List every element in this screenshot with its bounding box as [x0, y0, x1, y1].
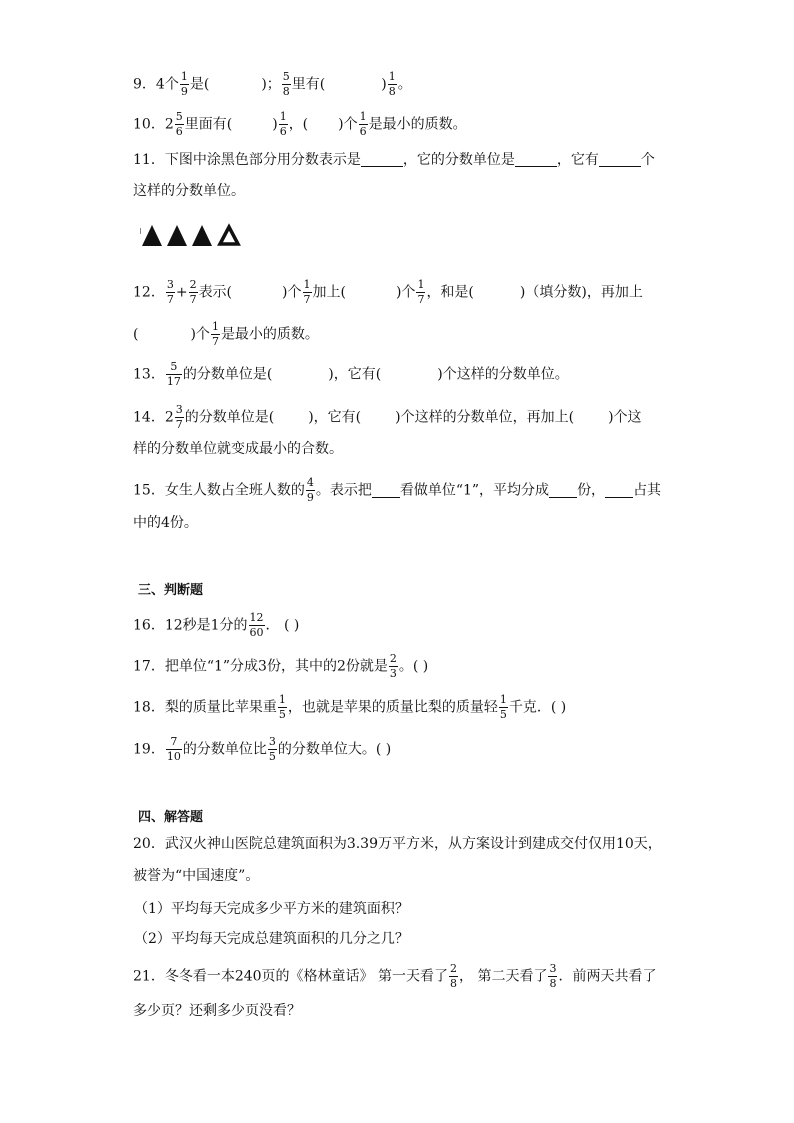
answer-blank[interactable]: [549, 484, 577, 498]
question-21-line2: 多少页？还剩多少页没看？: [133, 1003, 301, 1019]
question-17: 17．把单位“1”分成3份，其中的2份就是 $\frac{2}{3}$ 。( ): [133, 652, 429, 680]
question-20-sub1: （1）平均每天完成多少平方米的建筑面积？: [134, 901, 409, 917]
question-20-line2: 被誉为“中国速度”。: [133, 868, 260, 884]
question-20-sub2: （2）平均每天完成总建筑面积的几分之几？: [134, 931, 409, 947]
answer-bracket[interactable]: 的分数单位大。( ): [277, 741, 392, 758]
fraction: $\frac{5}{8}$: [282, 70, 290, 98]
question-14-line2: 样的分数单位就变成最小的合数。: [133, 441, 343, 457]
question-20: 20．武汉火神山医院总建筑面积为3.39万平方米，从方案设计到建成交付仅用10天，: [133, 836, 662, 852]
unshaded-triangle: [220, 227, 238, 244]
shaded-triangle: [167, 225, 187, 246]
question-15: 15．女生人数占全班人数的 $\frac{4}{9}$ 。表示把 看做单位“1”，平均分成 份， 占其: [133, 476, 662, 504]
section-heading-word-problems: 四、解答题: [138, 810, 204, 825]
question-12: 12． $\frac{3}{7}$ + $\frac{2}{7}$ 表示( )个 $\frac{1}{7}$ 加上( )个 $\frac{1}{7}$ ，和是( )（填分数)，再加上: [133, 278, 643, 306]
fraction: $\frac{1}{7}$: [417, 278, 425, 306]
fraction: $\frac{1}{9}$: [180, 70, 188, 98]
fraction: $\frac{3}{7}$: [166, 278, 174, 306]
fraction: $\frac{2}{8}$: [450, 962, 457, 990]
answer-bracket[interactable]: ． ( ): [265, 617, 300, 634]
question-16: 16．12秒是1分的 $\frac{12}{60}$ ． ( ): [133, 611, 300, 639]
fraction: $\frac{5}{6}$: [175, 110, 183, 138]
question-19: 19． $\frac{7}{10}$ 的分数单位比 $\frac{3}{5}$ 的分数单位大。( ): [133, 735, 392, 763]
fraction: $\frac{4}{9}$: [306, 476, 314, 504]
answer-blank[interactable]: [361, 153, 403, 167]
fraction: $\frac{12}{60}$: [249, 611, 264, 639]
fraction: $\frac{1}{5}$: [499, 693, 507, 721]
fraction: $\frac{1}{8}$: [388, 70, 396, 98]
fraction: $\frac{7}{10}$: [166, 735, 181, 763]
question-18: 18．梨的质量比苹果重 $\frac{1}{5}$ ，也就是苹果的质量比梨的质量轻 $\frac{1}{5}$ 千克．( ): [133, 693, 567, 721]
question-9: 9．4个 $\frac{1}{9}$ 是( )； $\frac{5}{8}$ 里有( ) $\frac{1}{8}$ 。: [133, 70, 412, 98]
answer-blank[interactable]: [515, 153, 557, 167]
question-21: 21．冬冬看一本240页的《格林童话》 第一天看了 $\frac{2}{8}$ ， 第二天看了 $\frac{3}{8}$ ．前两天共看了: [133, 962, 657, 990]
question-10: 10．2 $\frac{5}{6}$ 里面有( ) $\frac{1}{6}$ ，( )个 $\frac{1}{6}$ 是最小的质数。: [133, 110, 467, 138]
shaded-triangle: [142, 225, 162, 246]
fraction: $\frac{3}{7}$: [175, 403, 183, 431]
question-12-line2: ( )个 $\frac{1}{7}$ 是最小的质数。: [133, 320, 319, 348]
answer-bracket[interactable]: 。( ): [398, 658, 429, 675]
question-14: 14．2 $\frac{3}{7}$ 的分数单位是( )，它有( )个这样的分数单位，再加上( )个这: [133, 403, 642, 431]
fraction: $\frac{1}{7}$: [303, 278, 311, 306]
fraction: $\frac{3}{8}$: [549, 962, 557, 990]
answer-blank[interactable]: [599, 153, 641, 167]
fraction: $\frac{2}{3}$: [389, 652, 397, 680]
answer-blank[interactable]: [605, 484, 633, 498]
question-13: 13． $\frac{5}{17}$ 的分数单位是( )，它有( )个这样的分数单位。: [133, 360, 569, 388]
fraction: $\frac{1}{6}$: [359, 110, 367, 138]
question-number: 9．: [133, 76, 156, 93]
shaded-triangle: [192, 225, 212, 246]
fraction: $\frac{5}{17}$: [166, 360, 181, 388]
section-heading-judgement: 三、判断题: [138, 583, 204, 598]
answer-blank[interactable]: [372, 484, 400, 498]
question-11-line2: 这样的分数单位。: [133, 183, 245, 199]
fraction: $\frac{1}{7}$: [211, 320, 219, 348]
fraction: $\frac{2}{7}$: [189, 278, 197, 306]
answer-bracket[interactable]: 千克．( ): [508, 699, 567, 716]
triangles-figure: [140, 222, 244, 248]
fraction: $\frac{1}{6}$: [279, 110, 287, 138]
question-11: 11．下图中涂黑色部分用分数表示是 ，它的分数单位是 ，它有 个: [133, 152, 655, 168]
fraction: $\frac{3}{5}$: [268, 735, 276, 763]
question-15-line2: 中的4份。: [133, 515, 198, 531]
fraction: $\frac{1}{5}$: [278, 693, 286, 721]
